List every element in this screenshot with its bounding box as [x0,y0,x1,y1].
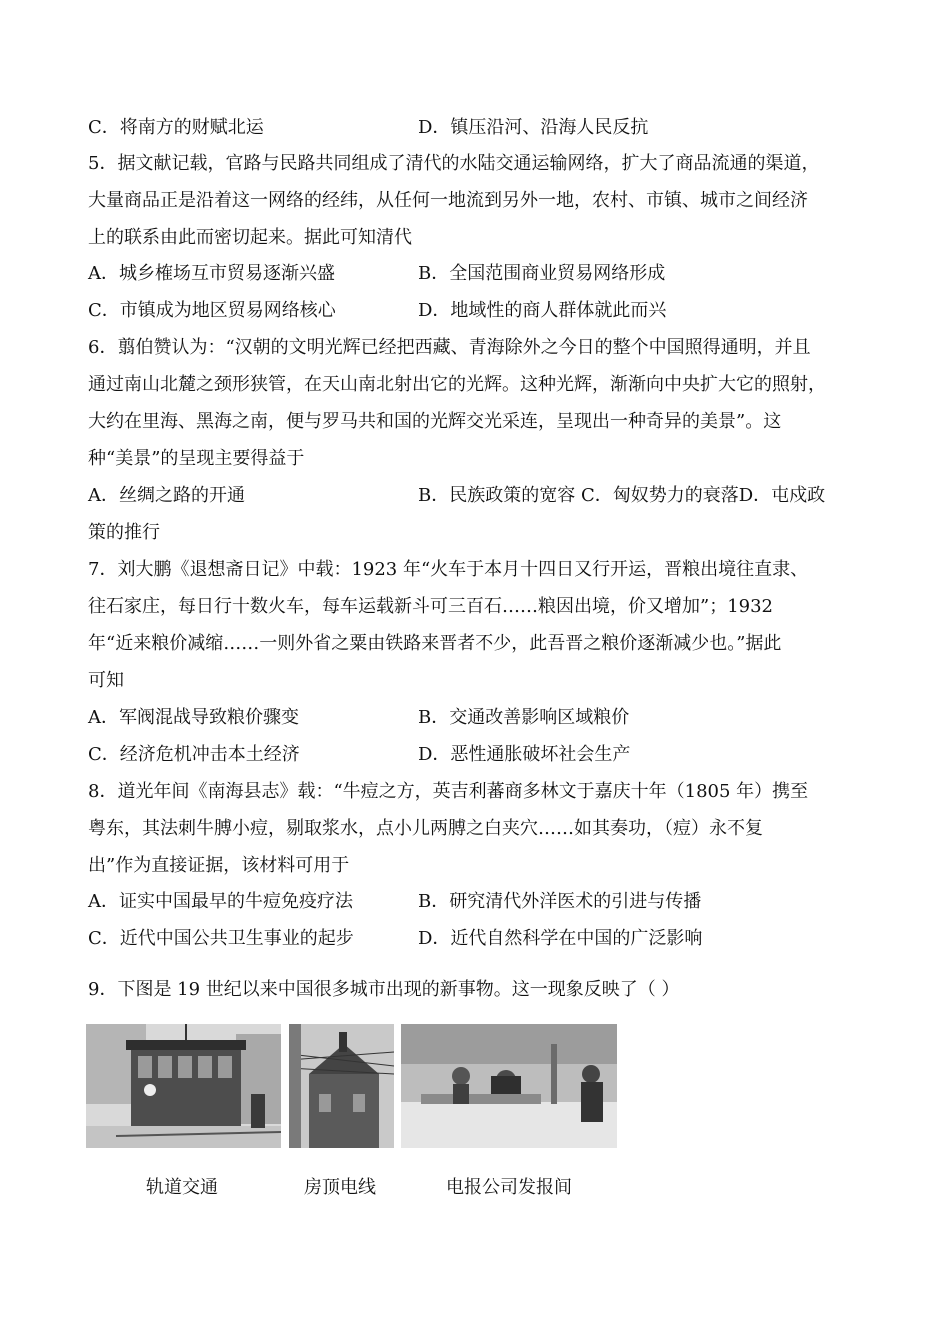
q5-option-b: B．全国范围商业贸易网络形成 [418,263,666,284]
q8-stem-line: 出”作为直接证据，该材料可用于 [88,855,350,876]
q8-stem-line: 8．道光年间《南海县志》载：“牛痘之方，英吉利蕃商多林文于嘉庆十年（1805 年）携至 [88,781,809,802]
q8-option-c: C．近代中国公共卫生事业的起步 [88,928,354,949]
q7-stem-line: 年“近来粮价减缩……一则外省之粟由铁路来晋者不少，此吾晋之粮价逐渐减少也。”据此 [88,633,782,654]
q7-option-a: A．军阀混战导致粮价骤变 [88,707,299,728]
q5-option-c: C．市镇成为地区贸易网络核心 [88,300,336,321]
q8-option-d: D．近代自然科学在中国的广泛影响 [418,928,703,949]
tram-photo [86,1024,281,1148]
q6-option-a: A．丝绸之路的开通 [88,485,245,506]
q5-option-d: D．地域性的商人群体就此而兴 [418,300,667,321]
q8-option-a: A．证实中国最早的牛痘免疫疗法 [88,891,353,912]
caption-telegraph-office: 电报公司发报间 [446,1177,572,1198]
q8-option-b: B．研究清代外洋医术的引进与传播 [418,891,702,912]
q5-stem-line: 5．据文献记载，官路与民路共同组成了清代的水陆交通运输网络，扩大了商品流通的渠道， [88,153,820,174]
q7-option-c: C．经济危机冲击本土经济 [88,744,300,765]
q9-stem-line: 9．下图是 19 世纪以来中国很多城市出现的新事物。这一现象反映了（ ） [88,979,680,1000]
q7-option-b: B．交通改善影响区域粮价 [418,707,630,728]
caption-rail-transit: 轨道交通 [146,1177,218,1198]
q4-option-c: C．将南方的财赋北运 [88,117,264,138]
q8-stem-line: 粤东，其法刺牛膊小痘，剔取浆水，点小儿两膊之白夹穴……如其奏功，（痘）永不复 [88,818,763,839]
q6-options-bcd: B．民族政策的宽容 C．匈奴势力的衰落D．屯戍政 [418,485,826,506]
q4-option-d: D．镇压沿河、沿海人民反抗 [418,117,649,138]
telegraph-office-photo [401,1024,617,1148]
q5-stem-line: 上的联系由此而密切起来。据此可知清代 [88,227,412,248]
q5-stem-line: 大量商品正是沿着这一网络的经纬，从任何一地流到另外一地，农村、市镇、城市之间经济 [88,190,808,211]
q6-stem-line: 大约在里海、黑海之南，便与罗马共和国的光辉交光采连，呈现出一种奇异的美景”。这 [88,411,782,432]
q7-stem-line: 可知 [88,670,124,691]
rooftop-wires-photo [289,1024,394,1148]
q7-stem-line: 往石家庄，每日行十数火车，每车运载新斗可三百石……粮因出境，价又增加”；1932 [88,596,774,617]
q6-stem-line: 6．翦伯赞认为：“汉朝的文明光辉已经把西藏、青海除外之今日的整个中国照得通明，并且 [88,337,811,358]
q6-stem-line: 种“美景”的呈现主要得益于 [88,448,305,469]
q5-option-a: A．城乡榷场互市贸易逐渐兴盛 [88,263,335,284]
q6-option-d-cont: 策的推行 [88,522,160,543]
q6-stem-line: 通过南山北麓之颈形狭管，在天山南北射出它的光辉。这种光辉，渐渐向中央扩大它的照射， [88,374,826,395]
q7-stem-line: 7．刘大鹏《退想斋日记》中载：1923 年“火车于本月十四日又行开运，晋粮出境往直隶、 [88,559,809,580]
caption-rooftop-wires: 房顶电线 [304,1177,376,1198]
q7-option-d: D．恶性通胀破坏社会生产 [418,744,631,765]
